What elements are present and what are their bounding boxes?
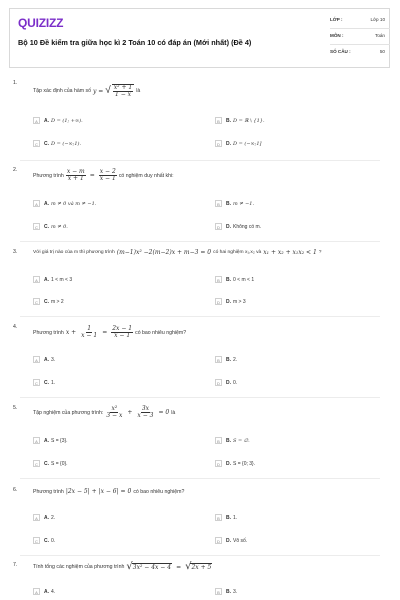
- option-label: C.: [44, 460, 49, 467]
- option-text: m > 2: [51, 298, 64, 305]
- option-c[interactable]: [33, 140, 81, 147]
- fraction: [99, 169, 117, 182]
- option-b[interactable]: [215, 200, 254, 207]
- fraction-denominator: 1 − x: [115, 91, 132, 98]
- option-label: C.: [44, 140, 49, 147]
- radical-sign: √: [105, 85, 111, 96]
- option-text: 0.: [233, 379, 238, 386]
- option-letter-box: A: [33, 276, 40, 283]
- question-prefix: Phương trình: [33, 172, 64, 179]
- option-text: 1.: [233, 514, 238, 521]
- worksheet-title: Bộ 10 Đề kiểm tra giữa học kì 2 Toán 10 có đáp án (Mới nhất) (Đề 4): [18, 38, 252, 47]
- question-text: [33, 563, 214, 571]
- option-d[interactable]: [215, 140, 262, 147]
- question-divider: [20, 555, 380, 556]
- fraction-numerator: x − m: [66, 168, 85, 175]
- option-d[interactable]: [215, 537, 247, 544]
- option-text: S = {0}.: [51, 460, 68, 467]
- option-letter-box: B: [215, 276, 222, 283]
- option-text: D = ℝ \ {1}.: [233, 117, 265, 124]
- meta-count-label: SỐ CÂU :: [330, 49, 351, 54]
- question-divider: [20, 478, 380, 479]
- question-divider: [20, 397, 380, 398]
- question-number: 5.: [13, 405, 18, 411]
- option-a[interactable]: [33, 276, 72, 283]
- question-prefix: Phương trình: [33, 329, 64, 336]
- option-label: B.: [226, 437, 231, 444]
- option-label: D.: [226, 460, 231, 467]
- option-letter-box: C: [33, 223, 40, 230]
- question-suffix: là: [136, 88, 141, 94]
- fraction-numerator: 1: [87, 325, 92, 332]
- option-c[interactable]: [33, 379, 55, 386]
- meta-divider: [330, 44, 390, 45]
- option-label: A.: [44, 356, 49, 363]
- question-number: 3.: [13, 249, 18, 255]
- option-letter-box: B: [215, 200, 222, 207]
- meta-class: [330, 17, 385, 22]
- fraction-numerator: x²: [111, 405, 118, 412]
- option-a[interactable]: [33, 514, 55, 521]
- option-a[interactable]: [33, 588, 55, 595]
- option-label: A.: [44, 276, 49, 283]
- option-d[interactable]: [215, 379, 237, 386]
- option-text: D = (−∞;1]: [233, 140, 262, 147]
- fraction-denominator: x + 1: [67, 175, 84, 182]
- option-text: 3.: [51, 356, 56, 363]
- meta-subject-label: MÔN :: [330, 33, 344, 38]
- question-suffix: có bao nhiêu nghiệm?: [133, 488, 185, 495]
- option-letter-box: C: [33, 298, 40, 305]
- meta-subject-value: Toán: [375, 33, 385, 38]
- option-letter-box: D: [215, 223, 222, 230]
- meta-class-value: Lớp 10: [370, 17, 385, 22]
- question-number: 6.: [13, 487, 18, 493]
- option-text: m ≠ 0.: [51, 223, 68, 230]
- option-b[interactable]: [215, 276, 254, 283]
- sqrt-expression: [105, 84, 136, 98]
- option-b[interactable]: [215, 514, 237, 521]
- meta-class-label: LỚP :: [330, 17, 343, 22]
- option-text: 2.: [233, 356, 238, 363]
- option-label: C.: [44, 537, 49, 544]
- option-text: 1 < m < 3: [51, 276, 73, 283]
- option-b[interactable]: [215, 437, 250, 444]
- question-text: [33, 84, 140, 98]
- option-text: S = {0; 3}.: [233, 460, 256, 467]
- option-letter-box: C: [33, 460, 40, 467]
- question-divider: [20, 160, 380, 161]
- fraction: [136, 406, 154, 419]
- quizizz-logo: QUIZIZZ: [18, 16, 64, 30]
- question-suffix: ?: [318, 250, 322, 255]
- option-letter-box: D: [215, 298, 222, 305]
- math-expression: |2x − 5| + |x − 6| = 0: [65, 488, 132, 495]
- option-text: 2.: [51, 514, 56, 521]
- option-letter-box: A: [33, 117, 40, 124]
- fraction-numerator: x² + 1: [113, 84, 133, 91]
- question-number: 1.: [13, 80, 18, 86]
- option-label: A.: [44, 588, 49, 595]
- question-suffix: là: [171, 409, 176, 416]
- option-c[interactable]: [33, 223, 68, 230]
- option-label: C.: [44, 379, 49, 386]
- option-label: A.: [44, 514, 49, 521]
- option-a[interactable]: [33, 437, 68, 444]
- meta-count-value: 50: [379, 49, 385, 54]
- option-label: D.: [226, 140, 231, 147]
- fraction: [66, 169, 86, 182]
- math-expression: x₁ + x₂ + x₁x₂ < 1: [263, 249, 317, 256]
- option-b[interactable]: [215, 588, 237, 595]
- option-letter-box: B: [215, 514, 222, 521]
- fraction-denominator: x − 1: [81, 332, 98, 339]
- option-b[interactable]: [215, 117, 265, 124]
- option-label: A.: [44, 437, 49, 444]
- option-label: A.: [44, 117, 49, 124]
- option-text: S = {3}.: [51, 437, 68, 444]
- option-label: B.: [226, 276, 231, 283]
- option-letter-box: A: [33, 200, 40, 207]
- option-a[interactable]: [33, 117, 83, 124]
- option-d[interactable]: [215, 298, 246, 305]
- option-label: D.: [226, 223, 231, 230]
- option-letter-box: D: [215, 140, 222, 147]
- option-label: D.: [226, 379, 231, 386]
- radical-sign: √: [185, 561, 192, 572]
- radicand: 2x + 5: [191, 564, 212, 571]
- option-letter-box: B: [215, 588, 222, 595]
- fraction: [105, 406, 123, 419]
- fraction-denominator: x − 1: [99, 175, 116, 182]
- question-text: [33, 249, 322, 256]
- option-letter-box: A: [33, 437, 40, 444]
- meta-subject: [330, 33, 385, 38]
- option-d[interactable]: [215, 460, 255, 467]
- option-letter-box: B: [215, 117, 222, 124]
- question-middle: có hai nghiệm x₁,x₂ và: [213, 250, 262, 255]
- question-number: 7.: [13, 562, 18, 568]
- equals-sign: =: [89, 172, 95, 179]
- option-text: 0.: [51, 537, 56, 544]
- option-c[interactable]: [33, 537, 55, 544]
- question-text: [33, 406, 175, 419]
- question-number: 2.: [13, 167, 18, 173]
- option-d[interactable]: [215, 223, 261, 230]
- option-text: 3.: [233, 588, 238, 595]
- option-label: D.: [226, 537, 231, 544]
- option-label: B.: [226, 588, 231, 595]
- meta-count: [330, 49, 385, 54]
- question-prefix: Với giá trị nào của m thì phương trình: [33, 250, 115, 255]
- fraction-denominator: 3 − x: [106, 412, 123, 419]
- meta-divider: [330, 28, 390, 29]
- fraction-numerator: x − 2: [99, 168, 116, 175]
- question-prefix: Phương trình: [33, 488, 64, 495]
- math-expression: = 0: [158, 409, 170, 416]
- question-suffix: có nghiệm duy nhất khi:: [118, 172, 174, 179]
- fraction: [80, 326, 98, 339]
- option-letter-box: C: [33, 140, 40, 147]
- option-label: B.: [226, 117, 231, 124]
- question-text: [33, 326, 186, 339]
- option-text: 0 < m < 1: [233, 276, 255, 283]
- option-letter-box: D: [215, 537, 222, 544]
- question-number: 4.: [13, 324, 18, 330]
- math-expression: x +: [65, 329, 77, 336]
- option-letter-box: D: [215, 460, 222, 467]
- option-text: 4.: [51, 588, 56, 595]
- option-text: m ≠ −1.: [233, 200, 255, 207]
- question-prefix: Tập xác định của hàm số: [33, 88, 91, 94]
- equals-sign: =: [176, 563, 182, 571]
- question-divider: [20, 241, 380, 242]
- option-text: D = (1; +∞).: [51, 117, 83, 124]
- plus-sign: +: [127, 409, 133, 416]
- option-text: Vô số.: [233, 537, 248, 544]
- option-label: A.: [44, 200, 49, 207]
- option-label: C.: [44, 298, 49, 305]
- fraction: [112, 84, 134, 98]
- option-c[interactable]: [33, 460, 68, 467]
- option-label: C.: [44, 223, 49, 230]
- option-letter-box: D: [215, 379, 222, 386]
- option-text: m ≠ 0 và m ≠ −1.: [51, 200, 97, 207]
- option-label: D.: [226, 298, 231, 305]
- math-expression: (m−1)x² −2(m−2)x + m−3 = 0: [116, 249, 212, 256]
- option-a[interactable]: [33, 200, 96, 207]
- fraction-numerator: 3x: [141, 405, 150, 412]
- question-text: [33, 488, 184, 495]
- fraction: [111, 326, 133, 339]
- question-prefix: Tập nghiệm của phương trình:: [33, 409, 104, 416]
- radicand: 3x² − 4x − 4: [132, 564, 172, 571]
- option-letter-box: A: [33, 588, 40, 595]
- equals-sign: =: [102, 329, 108, 336]
- option-letter-box: B: [215, 437, 222, 444]
- fraction-denominator: x − 3: [137, 412, 154, 419]
- sqrt-expression: [185, 563, 212, 571]
- option-a[interactable]: [33, 356, 55, 363]
- option-text: S = ∅.: [233, 437, 250, 444]
- option-text: 1.: [51, 379, 56, 386]
- option-b[interactable]: [215, 356, 237, 363]
- option-c[interactable]: [33, 298, 64, 305]
- fraction-numerator: 2x − 1: [112, 325, 133, 332]
- option-letter-box: A: [33, 356, 40, 363]
- option-label: B.: [226, 356, 231, 363]
- option-letter-box: A: [33, 514, 40, 521]
- question-divider: [20, 316, 380, 317]
- radical-sign: √: [126, 561, 133, 572]
- option-letter-box: C: [33, 537, 40, 544]
- option-label: B.: [226, 200, 231, 207]
- option-label: B.: [226, 514, 231, 521]
- option-letter-box: B: [215, 356, 222, 363]
- sqrt-expression: [126, 563, 172, 571]
- fraction-denominator: x − 1: [114, 332, 131, 339]
- question-prefix: Tính tổng các nghiệm của phương trình: [33, 564, 125, 570]
- option-text: Không có m.: [233, 223, 262, 230]
- question-text: [33, 169, 174, 182]
- worksheet-header: [9, 8, 390, 68]
- option-text: m > 3: [233, 298, 246, 305]
- option-text: D = (−∞;1).: [51, 140, 82, 147]
- question-suffix: có bao nhiêu nghiệm?: [135, 329, 187, 336]
- option-letter-box: C: [33, 379, 40, 386]
- math-expression: y =: [92, 87, 104, 95]
